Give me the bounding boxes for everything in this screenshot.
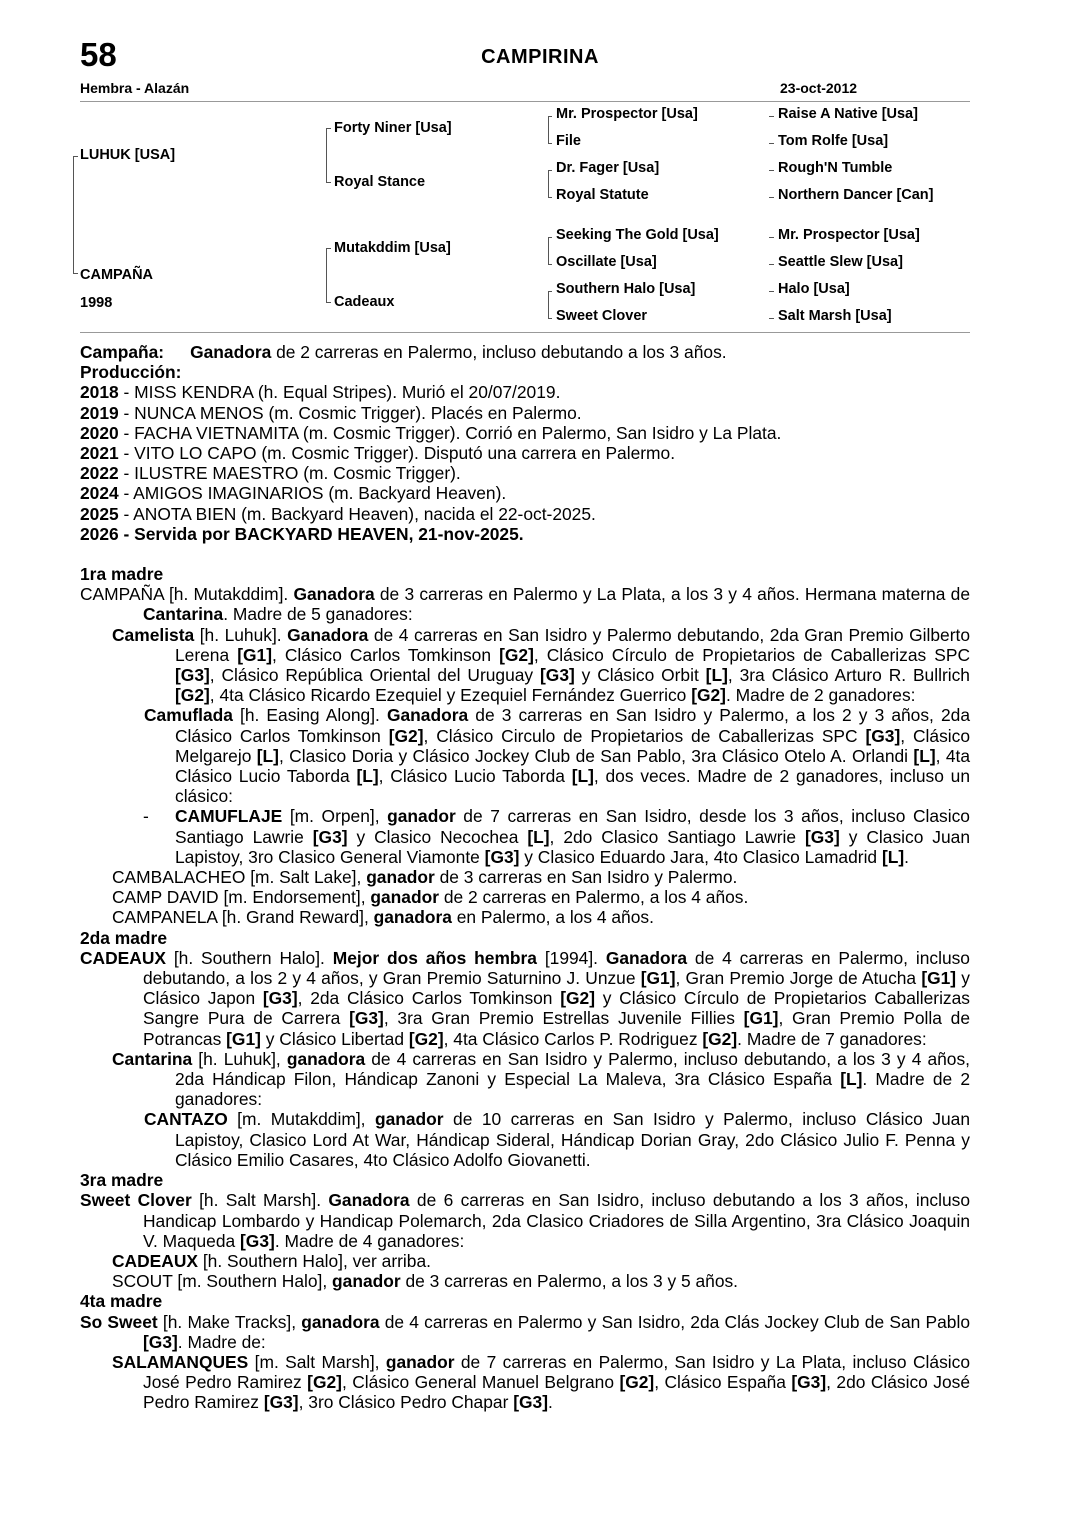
pedigree-gen2: Forty Niner [Usa] xyxy=(334,120,452,136)
production-item: 2019 - NUNCA MENOS (m. Cosmic Trigger). Placés en Palermo. xyxy=(80,402,582,423)
pedigree-gen3: Seeking The Gold [Usa] xyxy=(556,227,719,243)
dam-year: 1998 xyxy=(80,295,113,311)
pedigree-gen3: Royal Statute xyxy=(556,187,649,203)
pedigree-gen4: Rough'N Tumble xyxy=(778,160,893,176)
pedigree-gen2: Royal Stance xyxy=(334,174,426,190)
production-item: 2020 - FACHA VIETNAMITA (m. Cosmic Trigger). Corrió en Palermo, San Isidro y La Plata. xyxy=(80,422,782,443)
pedigree-gen2: Mutakddim [Usa] xyxy=(334,240,451,256)
sire-name: LUHUK [USA] xyxy=(80,147,176,163)
pedigree-bottom-rule xyxy=(80,332,970,333)
pedigree-gen4: Northern Dancer [Can] xyxy=(778,187,934,203)
pedigree-gen3: File xyxy=(556,133,581,149)
production-heading: Producción: xyxy=(80,362,182,383)
pedigree-gen4: Seattle Slew [Usa] xyxy=(778,254,903,270)
birth-date: 23-oct-2012 xyxy=(780,80,858,96)
sweet-clover-entry: Sweet Clover [h. Salt Marsh]. Ganadora de 6 carreras en San Isidro, incluso debutando a los 3 años, incluso Handicap Lombardo y Handicap Polemarch, 2da Clasico Criadores de Silla Argentino, 3ra Clásico Joaquin V. Maqueda [G3]. Madre de 4 ganadores: xyxy=(80,1190,971,1251)
production-item-last: 2026 - Servida por BACKYARD HEAVEN, 21-nov-2025. xyxy=(80,523,524,544)
pedigree-gen2: Cadeaux xyxy=(334,294,395,310)
so-sweet-entry: So Sweet [h. Make Tracks], ganadora de 4 carreras en Palermo y San Isidro, 2da Clás Jockey Club de San Pablo [G3]. Madre de: xyxy=(80,1311,970,1352)
top-rule xyxy=(80,101,970,102)
section-2da-madre: 2da madre xyxy=(80,927,167,948)
pedigree-gen4: Mr. Prospector [Usa] xyxy=(778,227,920,243)
pedigree-gen4: Salt Marsh [Usa] xyxy=(778,308,892,324)
family-section xyxy=(80,564,970,1413)
production-item: 2025 - ANOTA BIEN (m. Backyard Heaven), nacida el 22-oct-2025. xyxy=(80,503,596,524)
pedigree-gen3: Southern Halo [Usa] xyxy=(556,281,696,297)
dam-campana-entry: CAMPAÑA [h. Mutakddim]. Ganadora de 3 carreras en Palermo y La Plata, a los 3 y 4 años. Hermana materna de Cantarina. Madre de 5 ganadores: xyxy=(80,584,970,625)
camuflada-entry: Camuflada [h. Easing Along]. Ganadora de 3 carreras en San Isidro y Palermo, a los 2 y 3 años, 2da Clásico Carlos Tomkinson [G2], Clásico Circulo de Propietarios de Caballerizas SPC [G3], Clásico Melgarejo [L], Clasico Doria y Clásico Jockey Club de San Pablo, 3ra Clásico Otelo A. Orlandi [L], 4ta Clásico Lucio Taborda [L], Clásico Lucio Taborda [L], dos veces. Madre de 2 ganadores, incluso un clásico: xyxy=(144,705,971,807)
pedigree-gen4: Tom Rolfe [Usa] xyxy=(778,133,889,149)
cadeaux-entry: CADEAUX [h. Southern Halo]. Mejor dos años hembra [1994]. Ganadora de 4 carreras en Palermo, incluso debutando, a los 2 y 4 años, y Gran Premio Saturnino J. Unzue [G1], Gran Premio Jorge de Atucha [G1] y Clásico Japon [G3], 2da Clásico Carlos Tomkinson [G2] y Clásico Círculo de Propietarios Caballerizas Sangre Pura de Carrera [G3], 3ra Gran Premio Estrellas Juvenile Fillies [G1], Gran Premio Polla de Potrancas [G1] y Clásico Libertad [G2], 4ta Clásico Carlos P. Rodriguez [G2]. Madre de 7 ganadores: xyxy=(80,947,971,1049)
production-item: 2021 - VITO LO CAPO (m. Cosmic Trigger). Disputó una carrera en Palermo. xyxy=(80,443,676,464)
cantarina-entry: Cantarina [h. Luhuk], ganadora de 4 carreras en San Isidro y Palermo, incluso debutando, a los 3 y 4 años, 2da Hándicap Filon, Hándicap Zanoni y Especial La Maleva, 3ra Clásico España [L]. Madre de 2 ganadores: xyxy=(112,1048,970,1110)
lot-number: 58 xyxy=(80,36,117,73)
pedigree-gen4: Halo [Usa] xyxy=(778,281,850,297)
horse-name: CAMPIRINA xyxy=(481,46,599,68)
sex-color: Hembra - Alazán xyxy=(80,80,190,96)
cantazo-entry: CANTAZO [m. Mutakddim], ganador de 10 carreras en San Isidro y Palermo, incluso Clásico Juan Lapistoy, Clasico Lord At War, Hándicap Sideral, Hándicap Dorian Gray, 2do Clásico Julio F. Penna y Clásico Emilio Casares, 4to Clásico Adolfo Giovanetti. xyxy=(144,1109,971,1170)
pedigree-gen3: Oscillate [Usa] xyxy=(556,254,657,270)
camelista-entry: Camelista [h. Luhuk]. Ganadora de 4 carreras en San Isidro y Palermo debutando, 2da Gran Premio Gilberto Lerena [G1], Clásico Carlos Tomkinson [G2], Clásico Círculo de Propietarios de Caballerizas SPC [G3], Clásico República Oriental del Uruguay [G3] y Clásico Orbit [L], 3ra Clásico Arturo R. Bullrich [G2], 4ta Clásico Ricardo Ezequiel y Ezequiel Fernández Guerrico [G2]. Madre de 2 ganadores: xyxy=(112,624,971,706)
camuflaje-entry: - CAMUFLAJE [m. Orpen], ganador de 7 carreras en San Isidro, desde los 3 años, incluso Clasico Santiago Lawrie [G3] y Clasico Necochea [L], 2do Clasico Santiago Lawrie [G3] y Clasico Juan Lapistoy, 3ro Clasico General Viamonte [G3] y Clasico Eduardo Jara, 4to Clasico Lamadrid [L]. xyxy=(143,806,971,867)
production-item: 2018 - MISS KENDRA (h. Equal Stripes). Murió el 20/07/2019. xyxy=(80,382,561,403)
section-4ta-madre: 4ta madre xyxy=(80,1291,163,1312)
production-item: 2022 - ILUSTRE MAESTRO (m. Cosmic Trigger). xyxy=(80,463,461,484)
section-1ra-madre: 1ra madre xyxy=(80,564,164,584)
cadeaux-ref-entry: CADEAUX [h. Southern Halo], ver arriba. xyxy=(112,1250,431,1271)
pedigree-gen3: Sweet Clover xyxy=(556,308,648,324)
campaign-line: Campaña: Ganadora de 2 carreras en Palermo, incluso debutando a los 3 años. xyxy=(80,342,727,362)
camp-david-entry: CAMP DAVID [m. Endorsement], ganador de 2 carreras en Palermo, a los 4 años. xyxy=(112,887,749,908)
salamanques-entry: SALAMANQUES [m. Salt Marsh], ganador de 7 carreras en Palermo, San Isidro y La Plata, incluso Clásico José Pedro Ramirez [G2], Clásico General Manuel Belgrano [G2], Clásico España [G3], 2do Clásico José Pedro Ramirez [G3], 3ro Clásico Pedro Chapar [G3]. xyxy=(112,1351,971,1413)
sire-dam-bracket xyxy=(73,156,74,273)
dam-name: CAMPAÑA xyxy=(80,267,154,283)
section-3ra-madre: 3ra madre xyxy=(80,1170,164,1191)
pedigree-gen3: Mr. Prospector [Usa] xyxy=(556,106,698,122)
production-item: 2024 - AMIGOS IMAGINARIOS (m. Backyard Heaven). xyxy=(80,483,507,504)
pedigree-gen3: Dr. Fager [Usa] xyxy=(556,160,660,176)
campanela-entry: CAMPANELA [h. Grand Reward], ganadora en Palermo, a los 4 años. xyxy=(112,907,654,928)
cambalacheo-entry: CAMBALACHEO [m. Salt Lake], ganador de 3 carreras en San Isidro y Palermo. xyxy=(112,867,738,888)
pedigree-gen4: Raise A Native [Usa] xyxy=(778,106,918,122)
campaign-production-block xyxy=(80,342,970,544)
scout-entry: SCOUT [m. Southern Halo], ganador de 3 carreras en Palermo, a los 3 y 5 años. xyxy=(112,1271,739,1292)
